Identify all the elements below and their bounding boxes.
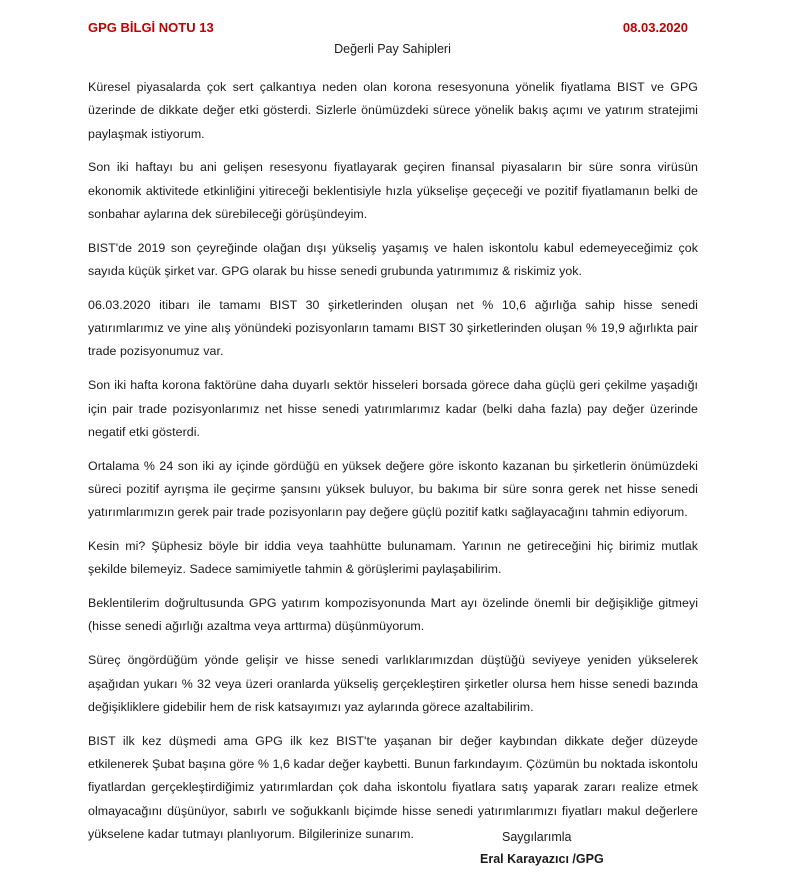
paragraph: Küresel piyasalarda çok sert çalkantıya neden olan korona resesyonuna yönelik fiyatlama BIST ve GPG üzerinde de dikkate değer etki gösterdi. Sizlerle önümüzdeki sürece yönelik bakış açımı ve yatırım stratejimi paylaşmak istiyorum. <box>88 80 698 141</box>
paragraph: Kesin mi? Şüphesiz böyle bir iddia veya taahhütte bulunamam. Yarının ne getireceğini hiç birimiz mutlak şekilde bilemeyiz. Sadece samimiyetle tahmin & görüşlerimi paylaşabilirim. <box>88 539 698 577</box>
paragraph: Son iki haftayı bu ani gelişen resesyonu fiyatlayarak geçiren finansal piyasaların bir süre sonra virüsün ekonomik aktivitede etkinliğini yitireceği beklentisiyle hızla yükselişe geçeceği ve pozitif fiyatlamanın belki de sonbahar aylarına dek sürebileceği görüşündeyim. <box>88 160 698 221</box>
signature-name: Eral Karayazıcı /GPG <box>480 852 604 866</box>
paragraph: Beklentilerim doğrultusunda GPG yatırım kompozisyonunda Mart ayı özelinde önemli bir değişikliğe gitmeyi (hisse senedi ağırlığı azaltma veya arttırma) düşünmüyorum. <box>88 596 698 634</box>
paragraph: Ortalama % 24 son iki ay içinde gördüğü en yüksek değere göre iskonto kazanan bu şirketlerin önümüzdeki süreci pozitif ayrışma ile geçirme şansını yüksek buluyor, bu bakıma bir süre sonra gerek net hisse senedi yatırımlarımızın gerek pair trade pozisyonların pay değere güçlü pozitif katkı sağlayacağını tahmin ediyorum. <box>88 458 698 520</box>
document-body <box>88 76 698 857</box>
paragraph: 06.03.2020 itibarı ile tamamı BIST 30 şirketlerinden oluşan net % 10,6 ağırlığa sahip hisse senedi yatırımlarımız ve yine alış yönündeki pozisyonların tamamı BIST 30 şirketlerinden oluşan % 19,9 ağırlıkta pair trade pozisyonumuz var. <box>88 297 698 359</box>
paragraph: Son iki hafta korona faktörüne daha duyarlı sektör hisseleri borsada görece daha güçlü geri çekilme yaşadığı için pair trade pozisyonlarımız net hisse senedi yatırımlarımız kadar (belki daha fazla) pay değer üzerinde negatif etki gösterdi. <box>88 378 698 439</box>
signature-closing: Saygılarımla <box>502 830 572 844</box>
document-date: 08.03.2020 <box>622 20 688 35</box>
paragraph: Süreç öngördüğüm yönde gelişir ve hisse senedi varlıklarımızdan düştüğü seviyeye yeniden yükselerek aşağıdan yukarı % 32 veya üzeri oranlarda yükseliş gerçekleştiren şirketler olursa hem hisse senedi bazında değişikliklere gidebilir hem de risk katsayımızı yaz aylarında görece azaltabilirim. <box>88 653 698 714</box>
paragraph: BIST ilk kez düşmedi ama GPG ilk kez BIST'te yaşanan bir değer kaybından dikkate değer düzeyde etkilenerek Şubat başına göre % 1,6 kadar değer kaybetti. Bunun farkındayım. Çözümün bu noktada iskontolu fiyatlardan gerçekleştirdiğimiz yatırımlardan çok daha iskontolu fiyatlara satış yaparak zararı realize etmek olmayacağını düşünüyor, sabırlı ve soğukkanlı biçimde hisse senedi yatırımlarımızı fiyatları makul değerlere yükselene kadar tutmayı planlıyorum. Bilgilerinize sunarım. <box>88 733 698 841</box>
paragraph: BIST'de 2019 son çeyreğinde olağan dışı yükseliş yaşamış ve halen iskontolu kabul edemeyeceğimiz çok sayıda küçük şirket var. GPG olarak bu hisse senedi grubunda yatırımımız & riskimiz yok. <box>88 240 698 279</box>
document-title: GPG BİLGİ NOTU 13 <box>88 20 214 35</box>
signature-block <box>480 826 604 870</box>
salutation: Değerli Pay Sahipleri <box>334 42 451 56</box>
header <box>88 20 688 38</box>
